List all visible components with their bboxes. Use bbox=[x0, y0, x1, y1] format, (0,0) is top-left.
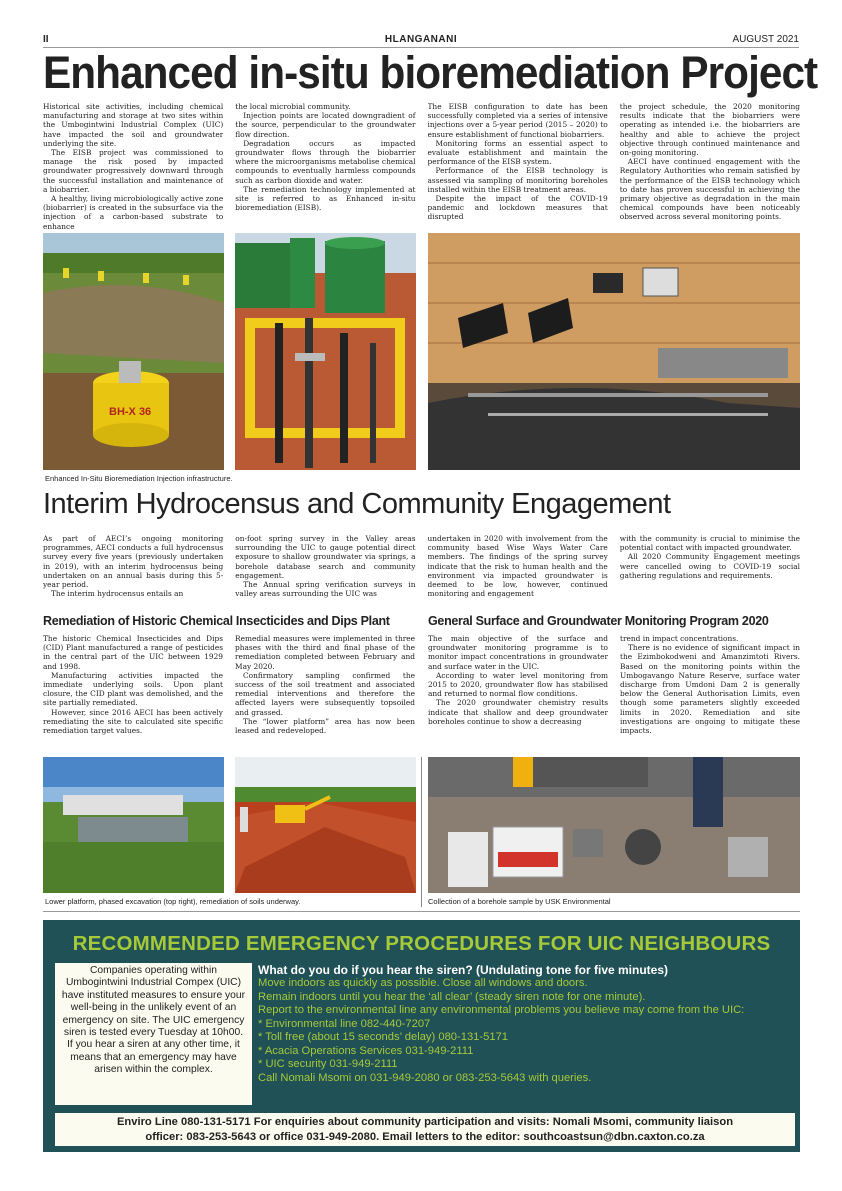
paragraph: The EISB configuration to date has been successfully completed via a series of intensive injections over a 5-year period (2015 – 2020) to ensure establishment of functional biobarriers. bbox=[427, 102, 608, 139]
photo-dosing-room bbox=[428, 233, 800, 470]
photo-borehole-sampling bbox=[428, 757, 800, 893]
photo-injection-tanks bbox=[235, 233, 416, 470]
paragraph: trend in impact concentrations. bbox=[620, 634, 739, 643]
instruction-line: Move indoors as quickly as possible. Close all windows and doors. bbox=[258, 977, 588, 989]
photo-caption: Enhanced In-Situ Bioremediation Injection infrastructure. bbox=[45, 474, 233, 483]
page-header bbox=[43, 32, 799, 48]
photo-caption: Lower platform, phased excavation (top right), remediation of soils underway. bbox=[45, 897, 301, 906]
photo-borehole-monitor bbox=[43, 233, 224, 470]
article-column bbox=[620, 102, 800, 230]
emergency-instructions bbox=[258, 963, 793, 1085]
article-bioremediation bbox=[43, 102, 800, 230]
newspaper-name: HLANGANANI bbox=[384, 34, 458, 45]
article-column bbox=[428, 102, 608, 230]
paragraph: All 2020 Community Engagement meetings were cancelled owing to COVID-19 social gathering regulations and requirements. bbox=[619, 552, 800, 580]
emergency-panel bbox=[43, 920, 800, 1152]
article-cid bbox=[43, 634, 415, 756]
photo-caption: Collection of a borehole sample by USK Environmental bbox=[428, 897, 611, 906]
paragraph: Injection points are located downgradient of the source, perpendicular to the groundwater flow direction. bbox=[235, 111, 416, 139]
contact-nomali: Call Nomali Msomi on 031-949-2080 or 083-253-5643 with queries. bbox=[258, 1071, 592, 1084]
paragraph: The main objective of the surface and groundwater monitoring programme is to monitor impact concentrations in groundwater and surface water in the UIC. bbox=[428, 634, 608, 671]
article-column bbox=[620, 534, 800, 609]
paragraph: the local microbial community. bbox=[235, 102, 351, 111]
issue-date: AUGUST 2021 bbox=[732, 34, 799, 45]
paragraph: However, since 2016 AECI has been actively remediating the site to calculated site specific remediation target values. bbox=[43, 707, 223, 736]
instruction-line: Report to the environmental line any environmental problems you believe may come from the UIC: bbox=[258, 1004, 745, 1016]
paragraph: Manufacturing activities impacted the immediate underlying soils. Upon plant closure, the CID plant was demolished, and the site partially remediated. bbox=[43, 670, 223, 708]
section-title-hydrocensus: Interim Hydrocensus and Community Engagement bbox=[43, 488, 671, 520]
article-column bbox=[428, 534, 608, 609]
paragraph: The remediation technology implemented at site is referred to as Enhanced in-situ bioremediation (EISB). bbox=[235, 184, 416, 213]
paragraph: The historic Chemical Insecticides and Dips (CID) Plant manufactured a range of pesticides in the central part of the UIC between 1929 and 1998. bbox=[43, 634, 223, 671]
paragraph: with the community is crucial to minimise the potential contact with impacted groundwater. bbox=[619, 534, 800, 553]
paragraph: The EISB project was commissioned to manage the risk posed by impacted groundwater progressively downward through the successful installation and maintenance of a biobarrier. bbox=[43, 148, 224, 194]
photo-lower-platform bbox=[43, 757, 224, 893]
enquiries-footer bbox=[55, 1113, 795, 1146]
paragraph: on-foot spring survey in the Valley areas surrounding the UIC to gauge potential direct exposure to shallow groundwater via springs, a borehole database search and community engagement. bbox=[235, 534, 416, 580]
borehole-label: BH-X 36 bbox=[109, 406, 152, 418]
instruction-line: Remain indoors until you hear the ‘all clear’ (steady siren note for one minute). bbox=[258, 990, 646, 1003]
article-column bbox=[235, 534, 415, 609]
paragraph: Confirmatory sampling confirmed the success of the soil treatment and associated remedial interventions and therefore the affected layers were subsequently topsoiled and grassed. bbox=[235, 670, 415, 717]
contact-environmental-line: * Environmental line 082-440-7207 bbox=[258, 1017, 431, 1030]
page-number: II bbox=[43, 34, 49, 45]
section-title-cid: Remediation of Historic Chemical Insecticides and Dips Plant bbox=[43, 614, 390, 628]
emergency-title: RECOMMENDED EMERGENCY PROCEDURES FOR UIC NEIGHBOURS bbox=[72, 932, 771, 955]
paragraph: AECI have continued engagement with the Regulatory Authorities who remain satisfied by the performance of the EISB technology which to date has proven successful in achieving the primary objective as degradation in the main chemical compounds have been noticeably observed across several monitoring points. bbox=[619, 157, 800, 222]
photo-excavation bbox=[235, 757, 416, 893]
footer-line: Enviro Line 080-131-5171 For enquiries about community participation and visits: Nomali Msomi, community liaison bbox=[116, 1116, 734, 1128]
article-column bbox=[620, 634, 800, 756]
paragraph: Monitoring forms an essential aspect to evaluate establishment and maintain the performance of the EISB system. bbox=[427, 138, 608, 167]
article-hydrocensus bbox=[43, 534, 800, 609]
paragraph: Degradation occurs as impacted groundwater flows through the biobarrier where the microorganisms metabolise chemical compounds to eventually harmless compounds such as carbon dioxide and water. bbox=[235, 138, 416, 185]
paragraph: undertaken in 2020 with involvement from the community based Wise Ways Water Care members. The findings of the spring survey indicate that the risk to human health and the environment via impacted groundwater is deemed to be low, however, continued monitoring and engagement bbox=[427, 534, 608, 599]
paragraph: The Annual spring verification surveys in valley areas surrounding the UIC was bbox=[235, 580, 416, 599]
article-column bbox=[43, 534, 223, 609]
paragraph: Despite the impact of the COVID-19 pandemic and lockdown measures that disrupted bbox=[427, 194, 608, 222]
paragraph: The 2020 groundwater chemistry results indicate that shallow and deep groundwater boreholes continue to show a decreasing bbox=[428, 698, 608, 726]
paragraph: the project schedule, the 2020 monitoring results indicate that the biobarriers were operating as intended i.e. the biobarriers are healthy and able to achieve the project objective through continued maintenance and on-going monitoring. bbox=[619, 102, 800, 158]
article-column bbox=[235, 102, 415, 230]
main-headline: Enhanced in-situ bioremediation Project bbox=[43, 47, 818, 98]
paragraph: According to water level monitoring from 2015 to 2020, groundwater flow has stabilised and returned to normal flow conditions. bbox=[428, 670, 608, 699]
paragraph: Historical site activities, including chemical manufacturing and storage at two sites within the Umbogintwini Industrial Complex (UIC) have impacted the soil and groundwater underlying the site. bbox=[43, 102, 224, 148]
section-divider bbox=[43, 911, 800, 912]
article-groundwater bbox=[428, 634, 800, 756]
paragraph: Performance of the EISB technology is assessed via sampling of monitoring boreholes installed within the EISB treatment areas. bbox=[427, 166, 608, 194]
paragraph: As part of AECI’s ongoing monitoring programmes, AECI conducts a full hydrocensus survey every five years (previously undertaken in 2019), with an interim hydrocensus being undertaken on an annual basis during this 5-year period. bbox=[43, 534, 224, 590]
paragraph: Remedial measures were implemented in three phases with the third and final phase of the remediation completed between February and May 2020. bbox=[235, 634, 415, 671]
paragraph: A healthy, living microbiologically active zone (biobarrier) is created in the subsurface via the injection of a carbon-based substrate to enhance bbox=[43, 194, 224, 230]
section-title-groundwater: General Surface and Groundwater Monitoring Program 2020 bbox=[428, 614, 769, 628]
footer-line: officer: 083-253-5643 or office 031-949-2080. Email letters to the editor: southcoastsun@dbn.caxton.co.za bbox=[145, 1130, 705, 1143]
contact-acacia: * Acacia Operations Services 031-949-2111 bbox=[258, 1044, 474, 1057]
paragraph: The interim hydrocensus entails an bbox=[51, 589, 184, 599]
emergency-intro-box: Companies operating within Umbogintwini Industrial Compex (UIC) have instituted measures to ensure your well-being in the unlikely event of an emergency on site. The UIC emergency siren is tested every Tuesday at 10h00. If you hear a siren at any other time, it means that an emergency may have arisen within the complex. bbox=[55, 963, 252, 1105]
article-column bbox=[43, 102, 223, 230]
paragraph: The “lower platform” area has now been leased and redeveloped. bbox=[235, 716, 415, 736]
article-column bbox=[235, 634, 415, 756]
article-column bbox=[428, 634, 608, 756]
contact-uic-security: * UIC security 031-949-2111 bbox=[258, 1058, 398, 1070]
article-column bbox=[43, 634, 223, 756]
paragraph: There is no evidence of significant impact in the Ezimbokodweni and Amanzimtoti Rivers. Based on the monitoring points within the Umbogavango Nature Reserve, surface water discharge from Umdoni Dam 2 is generally below the General Authorisation Limits, even though some parameters slightly exceeded limits in 2020. Remediation and site investigations are ongoing to mitigate these impacts. bbox=[620, 643, 800, 736]
siren-question: What do you do if you hear the siren? (Undulating tone for five minutes) bbox=[258, 963, 669, 977]
contact-toll-free: * Toll free (about 15 seconds’ delay) 080-131-5171 bbox=[258, 1031, 509, 1043]
column-divider bbox=[421, 757, 422, 907]
